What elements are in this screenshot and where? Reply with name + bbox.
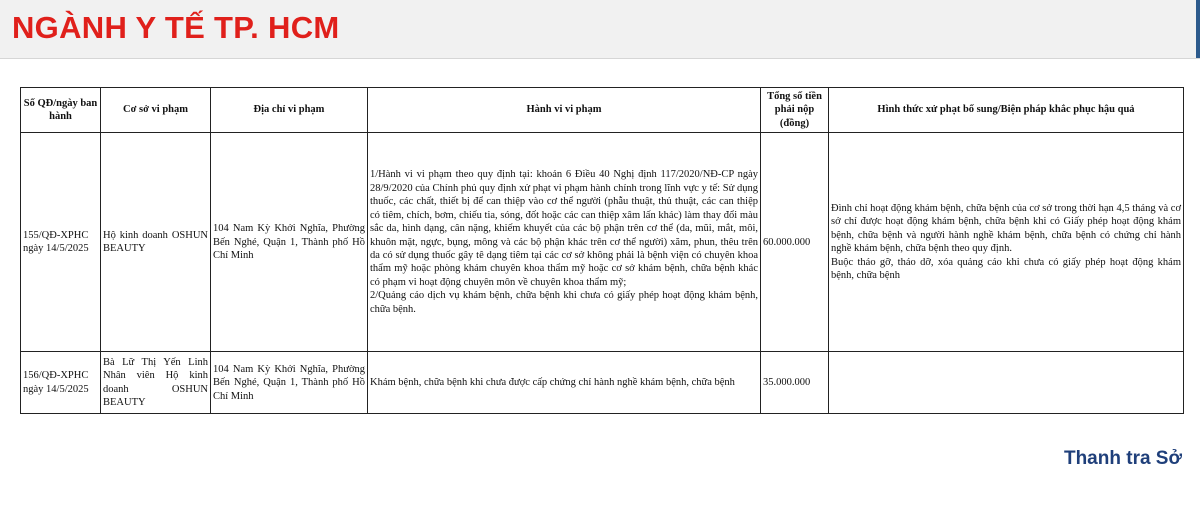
measure-item: Đình chỉ hoạt động khám bệnh, chữa bệnh của cơ sở trong thời hạn 4,5 tháng và cơ sở chỉ được hoạt động khám bệnh, chữa bệnh khi có Giấy phép hoạt động khám bệnh, chữa bệnh và người hành nghề khám bệnh, chữa bệnh có chứng chỉ hành nghề khám bệnh, chữa bệnh theo quy định. [831, 203, 1181, 255]
violation-item: 2/Quảng cáo dịch vụ khám bệnh, chữa bệnh khi chưa có giấy phép hoạt động khám bệnh, chữa bệnh. [370, 290, 758, 315]
page-title: NGÀNH Y TẾ TP. HCM [12, 10, 340, 45]
column-header-measures: Hình thức xử phạt bổ sung/Biện pháp khắc phục hậu quả [829, 88, 1184, 133]
fine-cell: 35.000.000 [761, 352, 829, 414]
violation-cell: Khám bệnh, chữa bệnh khi chưa được cấp chứng chỉ hành nghề khám bệnh, chữa bệnh [368, 352, 761, 414]
address-cell: 104 Nam Kỳ Khởi Nghĩa, Phường Bến Nghé, Quận 1, Thành phố Hồ Chí Minh [211, 352, 368, 414]
address-cell: 104 Nam Kỳ Khởi Nghĩa, Phường Bến Nghé, Quận 1, Thành phố Hồ Chí Minh [211, 133, 368, 352]
entity-cell: Bà Lữ Thị Yến Linh Nhân viên Hộ kinh doanh OSHUN BEAUTY [101, 352, 211, 414]
header-band [0, 0, 1200, 59]
measures-cell [829, 352, 1184, 414]
column-header-entity: Cơ sở vi phạm [101, 88, 211, 133]
decision-cell: 155/QĐ-XPHC ngày 14/5/2025 [21, 133, 101, 352]
column-header-address: Địa chỉ vi phạm [211, 88, 368, 133]
source-credit: Thanh tra Sở [1063, 448, 1182, 469]
column-header-fine: Tổng số tiền phải nộp (đồng) [761, 88, 829, 133]
violations-table [20, 87, 1184, 414]
measure-item: Buộc tháo gỡ, tháo dỡ, xóa quảng cáo khi chưa có giấy phép hoạt động khám bệnh, chữa bệnh [831, 256, 1181, 282]
column-header-violation: Hành vi vi phạm [368, 88, 761, 133]
decision-cell: 156/QĐ-XPHC ngày 14/5/2025 [21, 352, 101, 414]
table-header-row [21, 88, 1184, 133]
measures-cell [829, 133, 1184, 352]
fine-cell: 60.000.000 [761, 133, 829, 352]
table-row [21, 133, 1184, 352]
table-row [21, 352, 1184, 414]
violation-item: 1/Hành vi vi phạm theo quy định tại: khoản 6 Điều 40 Nghị định 117/2020/NĐ-CP ngày 28/9/2020 của Chính phủ quy định xử phạt vi phạm hành chính trong lĩnh vực y tế: Sử dụng thuốc, các chất, thiết bị để can thiệp vào cơ thể người (phẫu thuật, thủ thuật, các can thiệp có tiêm, chích, bơm, chiếu tia, sóng, đốt hoặc các can thiệp xâm lấn khác) làm thay đổi màu sắc da, hình dạng, cân nặng, khiếm khuyết của các bộ phận trên cơ thể (da, mũi, mắt, môi, khuôn mặt, ngực, bụng, mông và các bộ phận khác trên cơ thể người) xăm, phun, thêu trên da có sử dụng thuốc gây tê dạng tiêm tại các cơ sở không phải là bệnh viện có chuyên khoa thẩm mỹ hoặc phòng khám chuyên khoa thẩm mỹ hoặc cơ sở khám bệnh, chữa bệnh khác có phạm vi hoạt động chuyên môn về chuyên khoa thẩm mỹ; [370, 169, 758, 288]
column-header-decision: Số QĐ/ngày ban hành [21, 88, 101, 133]
violation-cell [368, 133, 761, 352]
entity-cell: Hộ kinh doanh OSHUN BEAUTY [101, 133, 211, 352]
scroll-accent-bar [1196, 0, 1200, 58]
